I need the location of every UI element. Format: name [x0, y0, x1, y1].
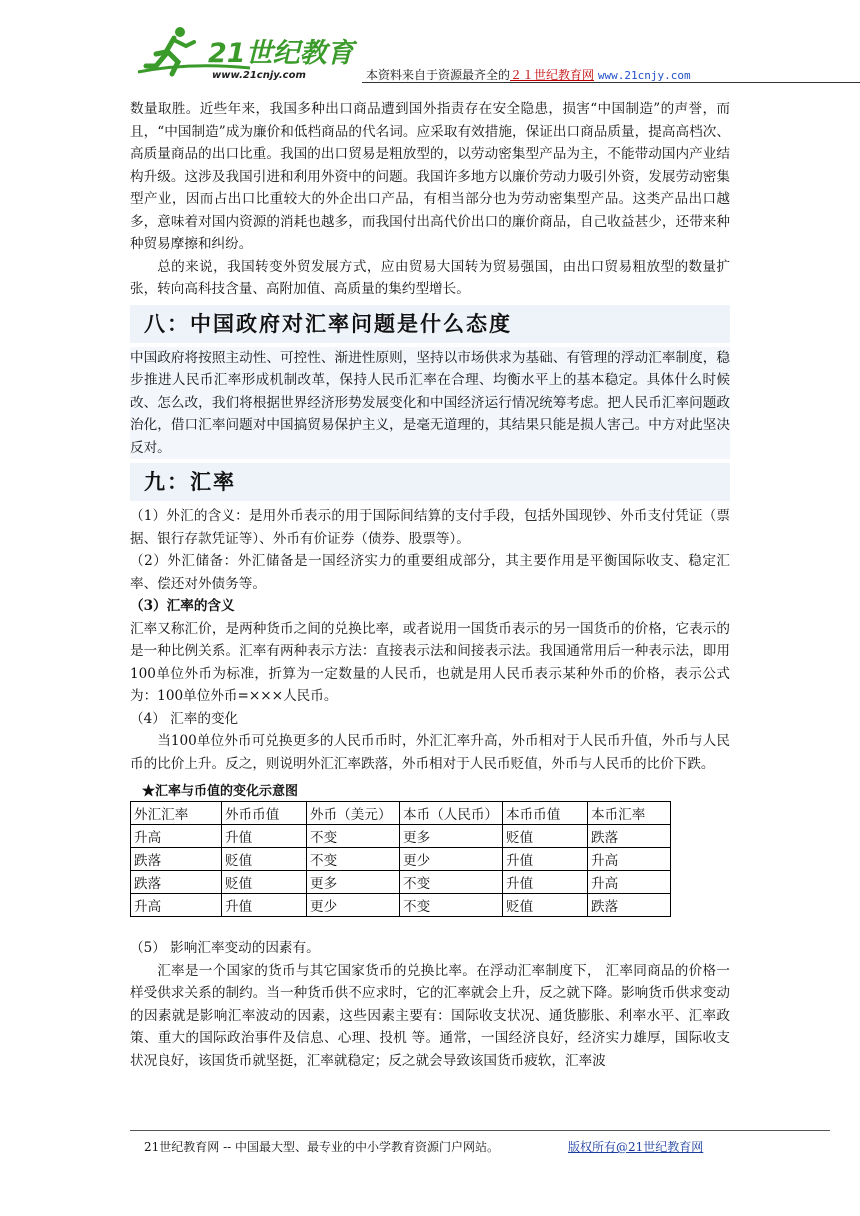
table-cell: 升高	[588, 871, 671, 894]
source-prefix: 本资料来自于资源最齐全的	[366, 68, 511, 82]
table-cell: 更多	[307, 871, 400, 894]
table-header-cell: 外币币值	[222, 802, 307, 825]
table-row	[131, 825, 671, 848]
table-cell: 升值	[503, 848, 588, 871]
table-cell: 不变	[400, 871, 503, 894]
item-4-title: （4） 汇率的变化	[130, 710, 239, 727]
table-cell: 贬值	[503, 894, 588, 917]
logo-url: www.21cnjy.com	[212, 70, 306, 81]
table-header-cell: 外币（美元）	[307, 802, 400, 825]
footer-divider	[130, 1130, 830, 1131]
table-cell: 更少	[400, 848, 503, 871]
table-header-row	[131, 802, 671, 825]
table-cell: 更少	[307, 894, 400, 917]
source-url[interactable]: www.21cnjy.com	[597, 69, 691, 82]
table-cell: 不变	[307, 848, 400, 871]
item-2: （2）外汇储备：外汇储备是一国经济实力的重要组成部分，其主要作用是平衡国际收支、稳定汇率、偿还对外债务等。	[130, 553, 730, 592]
item-3-title: （3）汇率的含义	[130, 598, 235, 614]
table-cell: 升值	[222, 894, 307, 917]
section-8-heading: 八：中国政府对汇率问题是什么态度	[130, 305, 730, 343]
table-cell: 贬值	[222, 848, 307, 871]
table-cell: 不变	[307, 825, 400, 848]
table-cell: 贬值	[503, 825, 588, 848]
table-cell: 升高	[588, 848, 671, 871]
table-row	[131, 894, 671, 917]
table-row	[131, 871, 671, 894]
table-cell: 升值	[222, 825, 307, 848]
table-cell: 升值	[503, 871, 588, 894]
table-header-cell: 本币（人民币）	[400, 802, 503, 825]
table-row	[131, 848, 671, 871]
paragraph-intro: 数量取胜。近些年来，我国多种出口商品遭到国外指责存在安全隐患，损害“中国制造”的声誉，而且，“中国制造”成为廉价和低档商品的代名词。应采取有效措施，保证出口商品质量，提高高档次、高质量商品的出口比重。我国的出口贸易是粗放型的，以劳动密集型产品为主，不能带动国内产业结构升级。这涉及我国引进和利用外资中的问题。我国许多地方以廉价劳动力吸引外资，发展劳动密集型产业，因而占出口比重较大的外企出口产品，有相当部分也为劳动密集型产品。这类产品出口越多，意味着对国内资源的消耗也越多，而我国付出高代价出口的廉价商品，自己收益甚少，还带来种种贸易摩擦和纠纷。	[130, 101, 730, 252]
table-cell: 不变	[400, 894, 503, 917]
header-divider	[362, 82, 860, 83]
table-title: ★汇率与币值的变化示意图	[142, 784, 299, 799]
document-body	[130, 98, 730, 1072]
footer-copyright-link[interactable]: 版权所有@21世纪教育网	[568, 1140, 704, 1154]
item-5-title: （5） 影响汇率变动的因素有。	[130, 940, 320, 956]
table-header-cell: 本币币值	[503, 802, 588, 825]
table-cell: 升高	[131, 825, 222, 848]
item-5-text: 汇率是一个国家的货币与其它国家货币的兑换比率。在浮动汇率制度下， 汇率同商品的价格一样受供求关系的制约。当一种货币供不应求时，它的汇率就会上升，反之就下降。影响货币供求变动的因素就是影响汇率波动的因素，这些因素主要有：国际收支状况、通货膨胀、利率水平、汇率政策、重大的国际政治事件及信息、心理、投机 等。通常，一国经济良好，经济实力雄厚，国际收支状况良好，该国货币就坚挺，汇率就稳定；反之就会导致该国货币疲软，汇率波	[130, 962, 730, 1069]
source-link[interactable]: ２１世纪教育网	[510, 68, 595, 82]
table-cell: 更多	[400, 825, 503, 848]
item-4-text: 当100单位外币可兑换更多的人民币币时，外汇汇率升高，外币相对于人民币升值，外币与人民币的比价上升。反之，则说明外汇汇率跌落，外币相对于人民币贬值，外币与人民币的比价下跌。	[130, 733, 730, 772]
header-source	[366, 66, 691, 83]
table-header-cell: 本币汇率	[588, 802, 671, 825]
table-cell: 贬值	[222, 871, 307, 894]
section-8-text: 中国政府将按照主动性、可控性、渐进性原则，坚持以市场供求为基础、有管理的浮动汇率制度，稳步推进人民币汇率形成机制改革，保持人民币汇率在合理、均衡水平上的基本稳定。具体什么时候改、怎么改，我们将根据世界经济形势发展变化和中国经济运行情况统筹考虑。把人民币汇率问题政治化，借口汇率问题对中国搞贸易保护主义，是毫无道理的，其结果只能是损人害己。中方对此坚决反对。	[130, 347, 730, 460]
table-header-cell: 外汇汇率	[131, 802, 222, 825]
item-1: （1）外汇的含义：是用外币表示的用于国际间结算的支付手段，包括外国现钞、外币支付凭证（票据、银行存款凭证等）、外币有价证券（债券、股票等）。	[130, 508, 730, 547]
table-cell: 跌落	[588, 894, 671, 917]
table-cell: 升高	[131, 894, 222, 917]
logo-text: 21世纪教育	[208, 38, 354, 69]
footer-left: 21世纪教育网 -- 中国最大型、最专业的中小学教育资源门户网站。	[144, 1140, 500, 1154]
paragraph-summary: 总的来说，我国转变外贸发展方式，应由贸易大国转为贸易强国，由出口贸易粗放型的数量扩张，转向高科技含量、高附加值、高质量的集约型增长。	[130, 258, 730, 297]
table-cell: 跌落	[131, 848, 222, 871]
logo	[130, 22, 370, 84]
page-header	[130, 22, 730, 84]
table-cell: 跌落	[131, 871, 222, 894]
item-3-text: 汇率又称汇价，是两种货币之间的兑换比率，或者说用一国货币表示的另一国货币的价格，它表示的是一种比例关系。汇率有两种表示方法：直接表示法和间接表示法。我国通常用后一种表示法，即用100单位外币为标准，折算为一定数量的人民币，也就是用人民币表示某种外币的价格，表示公式为：100单位外币=×××人民币。	[130, 620, 730, 704]
section-9-heading: 九：汇率	[130, 463, 730, 501]
table-cell: 跌落	[588, 825, 671, 848]
exchange-rate-table	[130, 801, 671, 917]
